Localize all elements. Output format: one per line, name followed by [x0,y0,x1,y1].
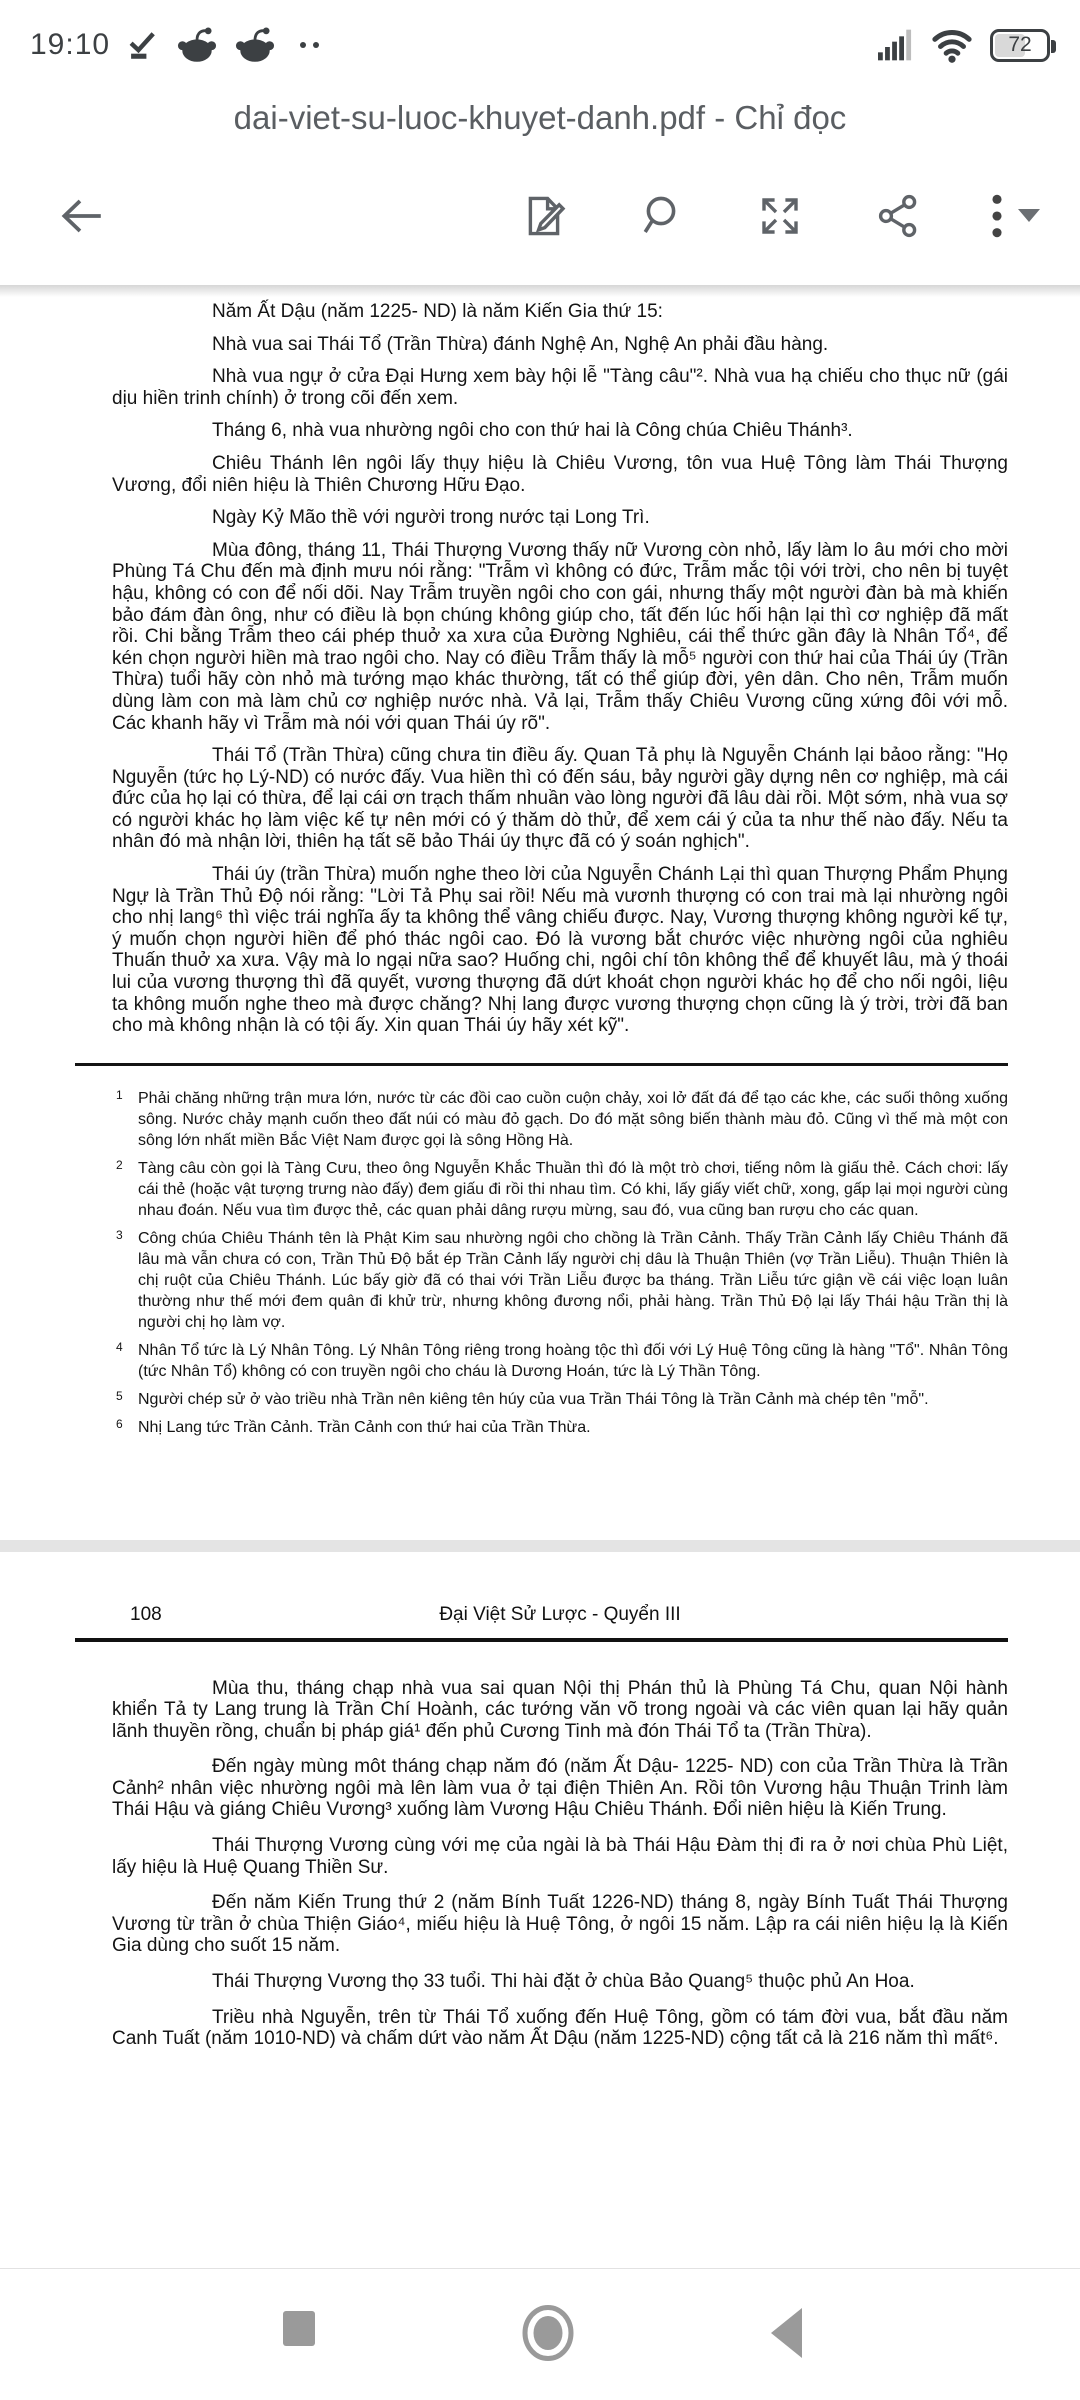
overflow-menu-group [992,194,1040,238]
footnote [112,1417,1008,1438]
paragraph: Mùa thu, tháng chạp nhà vua sai quan Nội thị Phán thủ là Phùng Tá Chu, quan Nội hành khiển Tả ty Lang trung là Trần Chí Hoành, các tướng văn võ trong ngoài và các viên quan lại hãy quản lãnh thuyền rồng, chuẩn bị pháp giá¹ đến phủ Cương Tinh mà đón Thái Tổ ta (Trần Thừa). [112,1677,1008,1742]
footnote [112,1228,1008,1333]
back-arrow-icon [52,191,110,241]
footnote-marker: 4 [116,1339,123,1354]
share-button[interactable] [874,192,922,240]
footnote-marker: 3 [116,1227,123,1242]
signal-icon [878,29,914,61]
footnote-marker: 2 [116,1157,123,1172]
footnote [112,1158,1008,1221]
paragraph: Thái Tổ (Trần Thừa) cũng chưa tin điều ấy. Quan Tả phụ là Nguyễn Chánh lại bảoo rằng: "Họ Nguyễn (tức họ Lý-ND) có nước đấy. Vua hiền thì có đến sáu, bảy người gầy dựng nên cơ nghiệp, mà cái đức của họ lại có thừa, để lại cái ơn trạch thấm nhuần vào lòng người đã lâu dài rồi. Một sớm, nhà vua sợ có người khác họ làm việc kế tự nên mới có ý thăm dò thử, để xem cái ý của ta như thế nào đấy. Nếu ta nhân đó mà nhận lời, thiên hạ tất sẽ bảo Thái úy thực đã có ý soán nghịch". [112,745,1008,853]
paragraph: Đến ngày mùng môt tháng chạp năm đó (năm Ất Dậu- 1225- ND) con của Trần Thừa là Trần Cảnh² nhân việc nhường ngôi mà lên làm vua ở tại điện Thiên An. Rồi tôn Vương hậu Thuận Trinh làm Thái Hậu và giáng Chiêu Vương³ xuống làm Vương Hậu Chiêu Thánh. Đổi niên hiệu là Kiến Trung. [112,1756,1008,1821]
footnote-divider [75,1063,1008,1066]
paragraph: Đến năm Kiến Trung thứ 2 (năm Bính Tuất 1226-ND) tháng 8, ngày Bính Tuất Thái Thượng Vương từ trần ở chùa Thiện Giáo⁴, miếu hiệu là Huệ Tông, ở ngôi 15 năm. Lập ra cái niên hiệu lạ là Kiến Gia dùng cho suốt 15 năm. [112,1892,1008,1957]
footnote-marker: 6 [116,1416,123,1431]
paragraph: Tháng 6, nhà vua nhường ngôi cho con thứ hai là Công chúa Chiêu Thánh³. [212,420,853,442]
footnote [112,1088,1008,1151]
battery-icon [990,29,1050,62]
footnote-text: Công chúa Chiêu Thánh tên là Phật Kim sau nhường ngôi cho chồng là Trần Cảnh. Thấy Trần Cảnh lấy Chiêu Thánh đã lâu mà vẫn chưa có con, Trần Thủ Độ bắt ép Trần Cảnh lấy người chị dâu là Thuận Thiên (vợ Trần Liễu). Thuận Thiên là chị ruột của Chiêu Thánh. Lúc bấy giờ đã có thai với Trần Liễu được ba tháng. Trần Liễu tức giận về cái việc loạn luân thường như thế mới đem quân đi khử trừ, nhưng không đương nổi, phải hàng. Trần Thủ Độ lại lấy Thái hậu Trần thị là người chị họ làm vợ. [138,1229,1008,1331]
annotate-icon [520,192,568,240]
pdf-viewer[interactable] [0,285,1080,2268]
toolbar [0,146,1080,285]
pdf-page-2 [0,1552,1080,2268]
paragraph: Thái úy (trần Thừa) muốn nghe theo lời của Nguyễn Chánh Lại thì quan Thượng Phẩm Phụng Ngự là Trần Thủ Độ nói rằng: "Lời Tả Phụ sai rồi! Nếu mà vươnh thượng có con trai mà lại nhường ngôi cho nhị lang⁶ thì việc trái nghĩa ấy ta không thể vâng chiếu được. Nay, Vương thượng không người kế tự, ý muốn chọn người hiền để phó thác ngôi cao. Đó là vương bắt chước việc nhường ngôi của nghiêu Thuấn thuở xa xưa. Vậy mà lo ngại nữa sao? Huống chi, ngôi chí tôn không thể để khuyết lâu, mà ý thoái lui của vương thượng thì đã quyết, vương thượng đã dứt khoát chọn người khác họ để cho nối ngôi, liệu ta không muốn nghe theo mà được chăng? Nhị lang được vương thượng chọn cũng là ý trời, trời đã ban cho mà không nhận là có tội ấy. Xin quan Thái úy hãy xét kỹ". [112,864,1008,1037]
battery-percent: 72 [1008,33,1032,56]
status-bar [0,0,1080,90]
document-title: dai-viet-su-luoc-khuyet-danh.pdf - Chỉ đọc [233,99,847,136]
page-gap [0,1540,1080,1552]
check-underline-icon [126,28,160,62]
footnote-marker: 5 [116,1388,123,1403]
more-notifications-dots [298,40,324,50]
footnote [112,1340,1008,1382]
search-button[interactable] [638,192,686,240]
reddit-notification-icon [234,26,276,64]
status-bar-right [878,27,1050,63]
paragraph: Nhà vua ngự ở cửa Đại Hưng xem bày hội lễ "Tàng câu"². Nhà vua hạ chiếu cho thục nữ (gái dịu hiền trinh chính) ở trong cõi đến xem. [112,366,1008,409]
paragraph: Mùa đông, tháng 11, Thái Thượng Vương thấy nữ Vương còn nhỏ, lấy làm lo âu mới cho mời Phùng Tá Chu đến mà định mưu nói rằng: "Trẫm vì không có đức, Trẫm mắc tội với trời, cho nên bị tuyệt hậu, không có con để nối dõi. Nay Trẫm truyền ngôi cho con gái, nhưng thấy một người đàn bà mà khiến bảo đám đàn ông, như có điều là bọn chúng không giúp cho, tất đến lúc hối hận lại thì cơ nghiệp đã mất rồi. Chi bằng Trẫm theo cái phép thuở xa xưa của Đường Nghiêu, cái thể thức gần đây là Nhân Tổ⁴, để kén chọn người hiền mà trao ngôi cho. Nay có điều Trẫm thấy là mỗ⁵ người con thứ hai của Thái úy (Trần Thừa) tuổi hãy còn nhỏ mà tướng mạo khác thường, tất có thể giúp đời, yên dân. Cho nên, Trẫm muốn dùng làm con mà làm chủ cơ nghiệp nước nhà. Vả lại, Trẫm thấy Chiêu Vương cũng xứng đôi với mỗ. Các khanh hãy vì Trẫm mà nói với quan Thái úy rõ". [112,539,1008,734]
paragraph: Triều nhà Nguyễn, trên từ Thái Tổ xuống đến Huệ Tông, gồm có tám đời vua, bắt đầu năm Canh Tuất (năm 1010-ND) và chấm dứt vào năm Ất Dậu (năm 1225-ND) cộng tất cả là 216 năm thì mất⁶. [112,2006,1008,2050]
home-circle-icon[interactable] [522,2305,574,2361]
dropdown-caret-icon [1018,209,1040,222]
reddit-notification-icon [176,26,218,64]
back-triangle-icon[interactable] [768,2305,802,2361]
page-header [112,1604,1008,1630]
search-icon [638,192,686,240]
pdf-page-1 [0,285,1080,1540]
toolbar-shadow [0,285,1080,297]
fullscreen-icon [756,192,804,240]
footnote-text: Nhân Tổ tức là Lý Nhân Tông. Lý Nhân Tông riêng trong hoàng tộc thì đối với Lý Huệ Tông cũng là hàng "Tổ". Nhân Tông (tức Nhân Tổ) không có con truyền ngôi cho cháu là Dương Hoán, tức là Lý Thần Tông. [138,1341,1008,1380]
share-icon [874,192,922,240]
paragraph: Thái Thượng Vương cùng với mẹ của ngài là bà Thái Hậu Đàm thị đi ra ở nơi chùa Phù Liệt, lấy hiệu là Huệ Quang Thiền Sư. [112,1835,1008,1878]
dropdown-caret-button[interactable] [1018,209,1040,222]
back-button[interactable] [52,191,110,241]
clock: 19:10 [30,28,111,61]
recents-square-icon[interactable] [283,2311,315,2346]
annotate-button[interactable] [520,192,568,240]
paragraph: Chiêu Thánh lên ngôi lấy thụy hiệu là Chiêu Vương, tôn vua Huệ Tông làm Thái Thượng Vương, đổi niên hiệu là Thiên Chương Hữu Đạo. [112,452,1008,496]
wifi-icon [930,27,974,63]
header-rule [75,1638,1008,1642]
paragraph: Thái Thượng Vương thọ 33 tuổi. Thi hài đặt ở chùa Bảo Quang⁵ thuộc phủ An Hoa. [212,1971,915,1993]
footnote [112,1389,1008,1410]
paragraph: Nhà vua sai Thái Tổ (Trần Thừa) đánh Nghệ An, Nghệ An phải đầu hàng. [212,333,829,355]
android-nav-bar [0,2268,1080,2400]
fullscreen-button[interactable] [756,192,804,240]
footnote-text: Nhị Lang tức Trần Cảnh. Trần Cảnh con thứ hai của Trần Thừa. [138,1418,591,1436]
paragraph: Ngày Kỷ Mão thề với người trong nước tại Long Trì. [212,507,650,529]
status-bar-left [30,26,324,64]
running-title: Đại Việt Sử Lược - Quyển III [439,1604,681,1625]
title-bar [0,90,1080,146]
footnote-text: Người chép sử ở vào triều nhà Trần nên kiêng tên húy của vua Trần Thái Tông là Trần Cảnh mà chép tên "mỗ". [138,1390,929,1408]
page-number: 108 [130,1604,162,1625]
footnote-text: Tàng câu còn gọi là Tàng Cưu, theo ông Nguyễn Khắc Thuần thì đó là một trò chơi, tiếng nôm là giấu thẻ. Cách chơi: lấy cái thẻ (hoặc vật tượng trưng nào đấy) đem giấu đi rồi thi nhau tìm. Có khi, lấy giấy viết chữ, xong, gấp lại mọi người cùng nhau đoán. Nếu vua tìm được thẻ, các quan phải dâng rượu mừng, sau đó, vua cũng ban rượu cho các quan. [138,1159,1008,1219]
toolbar-actions [520,192,1040,240]
footnote-marker: 1 [116,1087,123,1102]
footnote-text: Phải chăng những trận mưa lớn, nước từ các đồi cao cuồn cuộn chảy, xoi lở đất đá để tạo các khe, các suối thông xuống sông. Nước chảy mạnh cuốn theo đất núi có màu đỏ gạch. Do đó mặt sông biến thành màu đỏ. Cũng vì thế mà một con sông lớn nhất miền Bắc Việt Nam được gọi là sông Hồng Hà. [138,1089,1008,1149]
overflow-menu-button[interactable] [992,194,1002,238]
overflow-menu-icon [992,194,1002,238]
paragraph: Năm Ất Dậu (năm 1225- ND) là năm Kiến Gia thứ 15: [212,301,663,322]
